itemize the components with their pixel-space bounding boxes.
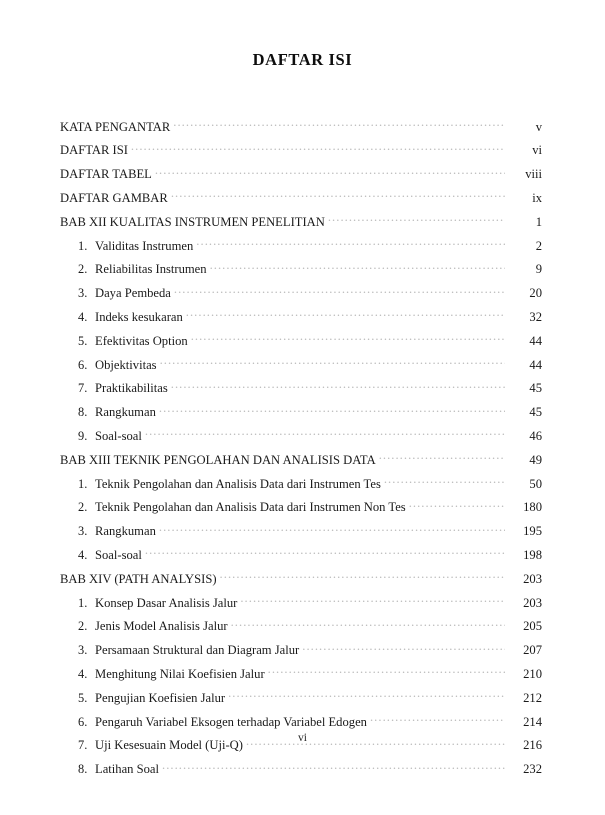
toc-entry-label: BAB XIII TEKNIK PENGOLAHAN DAN ANALISIS DATA xyxy=(60,452,376,467)
toc-leader-dots xyxy=(159,404,505,417)
toc-entry-label: Uji Kesesuain Model (Uji-Q) xyxy=(95,738,243,753)
toc-page-number: 32 xyxy=(529,309,542,324)
toc-leader-dots xyxy=(302,642,505,655)
toc-entry-label: BAB XIV (PATH ANALYSIS) xyxy=(60,571,217,586)
toc-leader-dots xyxy=(210,261,505,274)
toc-entry-number: 7. xyxy=(78,738,88,753)
toc-leader-dots xyxy=(160,356,505,369)
toc-page-number: 9 xyxy=(535,262,542,277)
toc-leader-dots xyxy=(191,332,505,345)
toc-entry-row[interactable] xyxy=(60,427,542,451)
toc-entry-number: 9. xyxy=(78,428,88,443)
toc-page-number: 212 xyxy=(523,690,542,705)
toc-entry-label: KATA PENGANTAR xyxy=(60,119,171,134)
toc-page-number: 214 xyxy=(523,714,542,729)
toc-page-number: 45 xyxy=(529,405,542,420)
toc-entry-row[interactable] xyxy=(60,761,542,785)
toc-entry-row[interactable] xyxy=(60,546,542,570)
toc-entry-row[interactable] xyxy=(60,642,542,666)
toc-leader-dots xyxy=(145,546,505,559)
table-of-contents xyxy=(60,118,542,784)
toc-leader-dots xyxy=(328,213,505,226)
toc-page-number: 180 xyxy=(523,500,542,515)
toc-page-number: v xyxy=(535,119,542,134)
toc-leader-dots xyxy=(231,618,505,631)
toc-page-number: 216 xyxy=(523,738,542,753)
toc-entry-row[interactable] xyxy=(60,332,542,356)
toc-leader-dots xyxy=(379,451,505,464)
toc-entry-label: BAB XII KUALITAS INSTRUMEN PENELITIAN xyxy=(60,214,325,229)
toc-entry-number: 4. xyxy=(78,666,88,681)
toc-entry-label: Rangkuman xyxy=(95,405,156,420)
toc-entry-row[interactable] xyxy=(60,308,542,332)
toc-entry-row[interactable] xyxy=(60,237,542,261)
toc-leader-dots xyxy=(155,166,505,179)
toc-entry-label: Indeks kesukaran xyxy=(95,309,183,324)
toc-entry-number: 2. xyxy=(78,262,88,277)
toc-entry-number: 3. xyxy=(78,286,88,301)
toc-leader-dots xyxy=(268,665,505,678)
toc-page-number: viii xyxy=(525,167,542,182)
toc-entry-number: 1. xyxy=(78,476,88,491)
toc-entry-label: DAFTAR ISI xyxy=(60,143,128,158)
toc-entry-row[interactable] xyxy=(60,380,542,404)
toc-page-number: ix xyxy=(532,190,542,205)
toc-page-number: 44 xyxy=(529,357,542,372)
toc-leader-dots xyxy=(131,142,505,155)
toc-page-number: 195 xyxy=(523,524,542,539)
toc-entry-label: Praktikabilitas xyxy=(95,381,168,396)
toc-leader-dots xyxy=(173,118,505,131)
toc-entry-label: Teknik Pengolahan dan Analisis Data dari Instrumen Tes xyxy=(95,476,381,491)
toc-entry-label: Teknik Pengolahan dan Analisis Data dari Instrumen Non Tes xyxy=(95,500,406,515)
toc-entry-row[interactable] xyxy=(60,261,542,285)
toc-page-number: 1 xyxy=(535,214,542,229)
toc-entry-number: 4. xyxy=(78,547,88,562)
toc-entry-label: Pengaruh Variabel Eksogen terhadap Variabel Edogen xyxy=(95,714,367,729)
toc-leader-dots xyxy=(174,285,505,298)
toc-leader-dots xyxy=(240,594,505,607)
toc-entry-label: DAFTAR GAMBAR xyxy=(60,190,168,205)
toc-chapter-row[interactable] xyxy=(60,189,542,213)
toc-chapter-row[interactable] xyxy=(60,570,542,594)
toc-entry-number: 3. xyxy=(78,524,88,539)
toc-page-number: 205 xyxy=(523,619,542,634)
toc-chapter-row[interactable] xyxy=(60,166,542,190)
toc-entry-number: 8. xyxy=(78,405,88,420)
toc-leader-dots xyxy=(159,523,505,536)
toc-entry-row[interactable] xyxy=(60,665,542,689)
toc-entry-label: Objektivitas xyxy=(95,357,157,372)
toc-leader-dots xyxy=(196,237,505,250)
toc-leader-dots xyxy=(186,308,505,321)
toc-entry-label: Latihan Soal xyxy=(95,762,160,777)
toc-entry-row[interactable] xyxy=(60,523,542,547)
toc-entry-number: 4. xyxy=(78,309,88,324)
toc-entry-label: Soal-soal xyxy=(95,428,142,443)
page-folio-number: vi xyxy=(297,731,308,744)
toc-chapter-row[interactable] xyxy=(60,142,542,166)
toc-entry-label: Menghitung Nilai Koefisien Jalur xyxy=(95,666,265,681)
toc-leader-dots xyxy=(220,570,505,583)
toc-page-number: 203 xyxy=(523,595,542,610)
toc-leader-dots xyxy=(171,189,505,202)
toc-entry-row[interactable] xyxy=(60,475,542,499)
toc-chapter-row[interactable] xyxy=(60,118,542,142)
toc-entry-row[interactable] xyxy=(60,356,542,380)
toc-chapter-row[interactable] xyxy=(60,213,542,237)
toc-entry-label: Efektivitas Option xyxy=(95,333,188,348)
toc-leader-dots xyxy=(384,475,505,488)
toc-page-number: 203 xyxy=(523,571,542,586)
toc-page-number: 20 xyxy=(529,286,542,301)
toc-entry-label: Jenis Model Analisis Jalur xyxy=(95,619,228,634)
toc-leader-dots xyxy=(370,713,505,726)
toc-entry-row[interactable] xyxy=(60,689,542,713)
toc-entry-number: 1. xyxy=(78,238,88,253)
toc-page-number: 207 xyxy=(523,643,542,658)
toc-entry-label: Konsep Dasar Analisis Jalur xyxy=(95,595,238,610)
toc-entry-number: 2. xyxy=(78,500,88,515)
toc-entry-label: Validitas Instrumen xyxy=(95,238,194,253)
toc-page-number: 232 xyxy=(523,762,542,777)
toc-entry-number: 8. xyxy=(78,762,88,777)
toc-entry-number: 7. xyxy=(78,381,88,396)
toc-entry-label: Reliabilitas Instrumen xyxy=(95,262,207,277)
toc-entry-number: 5. xyxy=(78,690,88,705)
toc-entry-number: 6. xyxy=(78,357,88,372)
page-title: DAFTAR ISI xyxy=(252,50,353,69)
toc-entry-label: DAFTAR TABEL xyxy=(60,167,152,182)
toc-entry-row[interactable] xyxy=(60,594,542,618)
toc-page-number: 45 xyxy=(529,381,542,396)
toc-page-number: 210 xyxy=(523,666,542,681)
toc-entry-number: 2. xyxy=(78,619,88,634)
toc-page-number: 50 xyxy=(529,476,542,491)
toc-entry-number: 1. xyxy=(78,595,88,610)
toc-leader-dots xyxy=(171,380,505,393)
toc-leader-dots xyxy=(162,761,505,774)
toc-entry-label: Soal-soal xyxy=(95,547,142,562)
toc-entry-row[interactable] xyxy=(60,404,542,428)
toc-page-number: 44 xyxy=(529,333,542,348)
toc-entry-label: Persamaan Struktural dan Diagram Jalur xyxy=(95,643,300,658)
toc-leader-dots xyxy=(145,427,505,440)
toc-entry-row[interactable] xyxy=(60,618,542,642)
toc-chapter-row[interactable] xyxy=(60,451,542,475)
toc-entry-label: Pengujian Koefisien Jalur xyxy=(95,690,226,705)
toc-entry-number: 5. xyxy=(78,333,88,348)
toc-page-number: 2 xyxy=(535,238,542,253)
toc-entry-number: 3. xyxy=(78,643,88,658)
toc-page-number: vi xyxy=(532,143,542,158)
toc-entry-row[interactable] xyxy=(60,285,542,309)
toc-entry-label: Daya Pembeda xyxy=(95,286,171,301)
toc-entry-number: 6. xyxy=(78,714,88,729)
toc-page-number: 46 xyxy=(529,428,542,443)
toc-entry-row[interactable] xyxy=(60,499,542,523)
toc-leader-dots xyxy=(228,689,505,702)
toc-entry-label: Rangkuman xyxy=(95,524,156,539)
toc-leader-dots xyxy=(409,499,505,512)
toc-page-number: 49 xyxy=(529,452,542,467)
toc-page-number: 198 xyxy=(523,547,542,562)
